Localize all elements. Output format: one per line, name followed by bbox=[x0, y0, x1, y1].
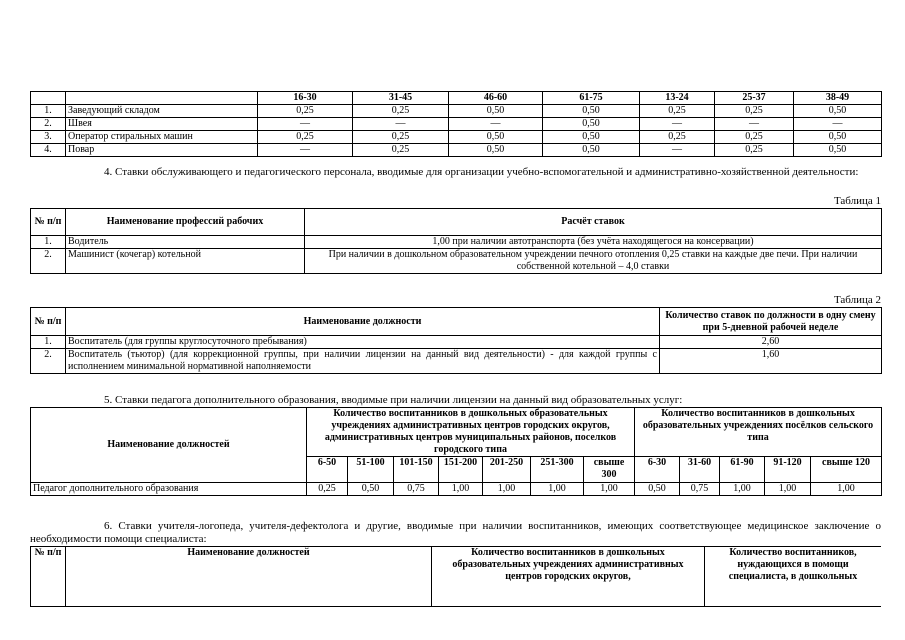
col-header: 201-250 bbox=[483, 457, 531, 483]
col-header: 16-30 bbox=[258, 92, 353, 105]
rural-header: Количество воспитанников в дошкольных образовательных учреждениях посёлков сельского типа bbox=[635, 408, 882, 457]
cell-value: 1,00 bbox=[720, 483, 765, 496]
cell-value: — bbox=[258, 144, 353, 157]
position-name: Заведующий складом bbox=[66, 105, 258, 118]
cell-value: 0,25 bbox=[715, 105, 794, 118]
row-number: 2. bbox=[31, 249, 66, 274]
name-header: Наименование профессий рабочих bbox=[66, 209, 305, 236]
table-2-caption: Таблица 2 bbox=[833, 294, 881, 306]
need-header: Количество воспитанников, нуждающихся в помощи специалиста, в дошкольных bbox=[705, 547, 882, 607]
table-row bbox=[31, 249, 882, 274]
col-header: 61-75 bbox=[543, 92, 640, 105]
row-number: 4. bbox=[31, 144, 66, 157]
table-1 bbox=[30, 208, 882, 274]
cell-value: 1,00 bbox=[811, 483, 882, 496]
table-row bbox=[31, 236, 882, 249]
cell-value: 0,50 bbox=[794, 144, 882, 157]
col-header: 151-200 bbox=[439, 457, 483, 483]
table-row bbox=[31, 336, 882, 349]
cell-value: 1,00 bbox=[584, 483, 635, 496]
paragraph-5: 5. Ставки педагога дополнительного образования, вводимые при наличии лицензии на данный вид образовательных услуг: bbox=[104, 394, 683, 406]
cell-value: 0,50 bbox=[794, 131, 882, 144]
cell-value: 0,25 bbox=[640, 131, 715, 144]
qty-header: Количество ставок по должности в одну смену при 5-дневной рабочей неделе bbox=[660, 308, 882, 336]
row-number: 1. bbox=[31, 236, 66, 249]
cell-value: 0,50 bbox=[543, 144, 640, 157]
cell-value: 0,25 bbox=[258, 105, 353, 118]
cell-value: 0,75 bbox=[394, 483, 439, 496]
cell-value: — bbox=[640, 144, 715, 157]
table-2 bbox=[30, 307, 882, 374]
cell-value: — bbox=[258, 118, 353, 131]
name-header: Наименование должностей bbox=[66, 547, 432, 607]
city-header: Количество воспитанников в дошкольных образовательных учреждениях административных центров городских округов, bbox=[432, 547, 705, 607]
cell-value: 0,50 bbox=[449, 131, 543, 144]
rate-quantity: 1,60 bbox=[660, 349, 882, 374]
position-name: Воспитатель (тьютор) (для коррекционной группы, при наличии лицензии на данный вид деятельности) - для каждой группы с исполнением минимальной нормативной наполняемости bbox=[66, 349, 660, 374]
position-name: Педагог дополнительного образования bbox=[31, 483, 307, 496]
rate-quantity: 2,60 bbox=[660, 336, 882, 349]
col-header: 38-49 bbox=[794, 92, 882, 105]
col-header: 6-30 bbox=[635, 457, 680, 483]
table-4 bbox=[30, 546, 881, 607]
cell-value: — bbox=[640, 118, 715, 131]
col-header: 61-90 bbox=[720, 457, 765, 483]
col-header: 46-60 bbox=[449, 92, 543, 105]
cell-value: 1,00 bbox=[439, 483, 483, 496]
table-row bbox=[31, 144, 882, 157]
cell-value: 0,50 bbox=[543, 118, 640, 131]
row-number: 3. bbox=[31, 131, 66, 144]
row-number: 2. bbox=[31, 118, 66, 131]
cell-value: 0,25 bbox=[353, 131, 449, 144]
cell-value: 0,50 bbox=[543, 105, 640, 118]
profession-name: Машинист (кочегар) котельной bbox=[66, 249, 305, 274]
table-row bbox=[31, 118, 882, 131]
cell-value: 0,25 bbox=[715, 144, 794, 157]
num-header: № п/п bbox=[31, 209, 66, 236]
position-name: Швея bbox=[66, 118, 258, 131]
staff-rates-table bbox=[30, 91, 882, 157]
profession-name: Водитель bbox=[66, 236, 305, 249]
row-number: 1. bbox=[31, 336, 66, 349]
col-header: 31-45 bbox=[353, 92, 449, 105]
col-header: 31-60 bbox=[680, 457, 720, 483]
row-number: 1. bbox=[31, 105, 66, 118]
cell-value: 0,50 bbox=[449, 144, 543, 157]
name-header: Наименование должностей bbox=[31, 408, 307, 483]
table-1-caption: Таблица 1 bbox=[833, 195, 881, 207]
table-3 bbox=[30, 407, 882, 496]
cell-value: 0,25 bbox=[307, 483, 348, 496]
col-header: свыше 120 bbox=[811, 457, 882, 483]
row-number: 2. bbox=[31, 349, 66, 374]
calc-header: Расчёт ставок bbox=[305, 209, 882, 236]
header-row bbox=[31, 209, 882, 236]
cell-value: 0,50 bbox=[794, 105, 882, 118]
position-name: Повар bbox=[66, 144, 258, 157]
cell-value: 0,50 bbox=[635, 483, 680, 496]
cell-value: 1,00 bbox=[483, 483, 531, 496]
cell-value: 0,75 bbox=[680, 483, 720, 496]
city-header: Количество воспитанников в дошкольных образовательных учреждениях административных центров городских округов, административных центров муниципальных районов, поселков городского типа bbox=[307, 408, 635, 457]
col-header: 101-150 bbox=[394, 457, 439, 483]
rate-calculation: 1,00 при наличии автотранспорта (без учёта находящегося на консервации) bbox=[305, 236, 882, 249]
cell-value: 0,25 bbox=[258, 131, 353, 144]
col-header: 251-300 bbox=[531, 457, 584, 483]
name-header: Наименование должности bbox=[66, 308, 660, 336]
cell-value: 0,50 bbox=[449, 105, 543, 118]
header-row bbox=[31, 92, 882, 105]
cell-value: — bbox=[449, 118, 543, 131]
header-row bbox=[31, 547, 882, 607]
rate-calculation: При наличии в дошкольном образовательном учреждении печного отопления 0,25 ставки на каждые две печи. При наличии собственной котельной – 4,0 ставки bbox=[305, 249, 882, 274]
header-row bbox=[31, 308, 882, 336]
cell-value: 0,50 bbox=[348, 483, 394, 496]
cell-value: 1,00 bbox=[531, 483, 584, 496]
cell-value: — bbox=[794, 118, 882, 131]
col-header: свыше 300 bbox=[584, 457, 635, 483]
table-row bbox=[31, 349, 882, 374]
col-header: 91-120 bbox=[765, 457, 811, 483]
col-header: 51-100 bbox=[348, 457, 394, 483]
paragraph-6: 6. Ставки учителя-логопеда, учителя-дефектолога и другие, вводимые при наличии воспитанников, имеющих соответствующее медицинское заключение о необходимости помощи специалиста: bbox=[30, 520, 881, 545]
table-row bbox=[31, 483, 882, 496]
position-name: Оператор стиральных машин bbox=[66, 131, 258, 144]
cell-value: 0,25 bbox=[353, 105, 449, 118]
num-header: № п/п bbox=[31, 547, 66, 607]
paragraph-4: 4. Ставки обслуживающего и педагогического персонала, вводимые для организации учебно-вспомогательной и административно-хозяйственной деятельности: bbox=[104, 166, 859, 178]
col-header: 13-24 bbox=[640, 92, 715, 105]
cell-value: 0,25 bbox=[715, 131, 794, 144]
position-name: Воспитатель (для группы круглосуточного пребывания) bbox=[66, 336, 660, 349]
header-row bbox=[31, 408, 882, 457]
table-4-viewport bbox=[30, 546, 881, 640]
col-header: 25-37 bbox=[715, 92, 794, 105]
table-row bbox=[31, 105, 882, 118]
cell-value: 1,00 bbox=[765, 483, 811, 496]
cell-value: — bbox=[353, 118, 449, 131]
cell-value: 0,50 bbox=[543, 131, 640, 144]
cell-value: — bbox=[715, 118, 794, 131]
cell-value: 0,25 bbox=[353, 144, 449, 157]
col-header: 6-50 bbox=[307, 457, 348, 483]
cell-value: 0,25 bbox=[640, 105, 715, 118]
num-header: № п/п bbox=[31, 308, 66, 336]
table-row bbox=[31, 131, 882, 144]
